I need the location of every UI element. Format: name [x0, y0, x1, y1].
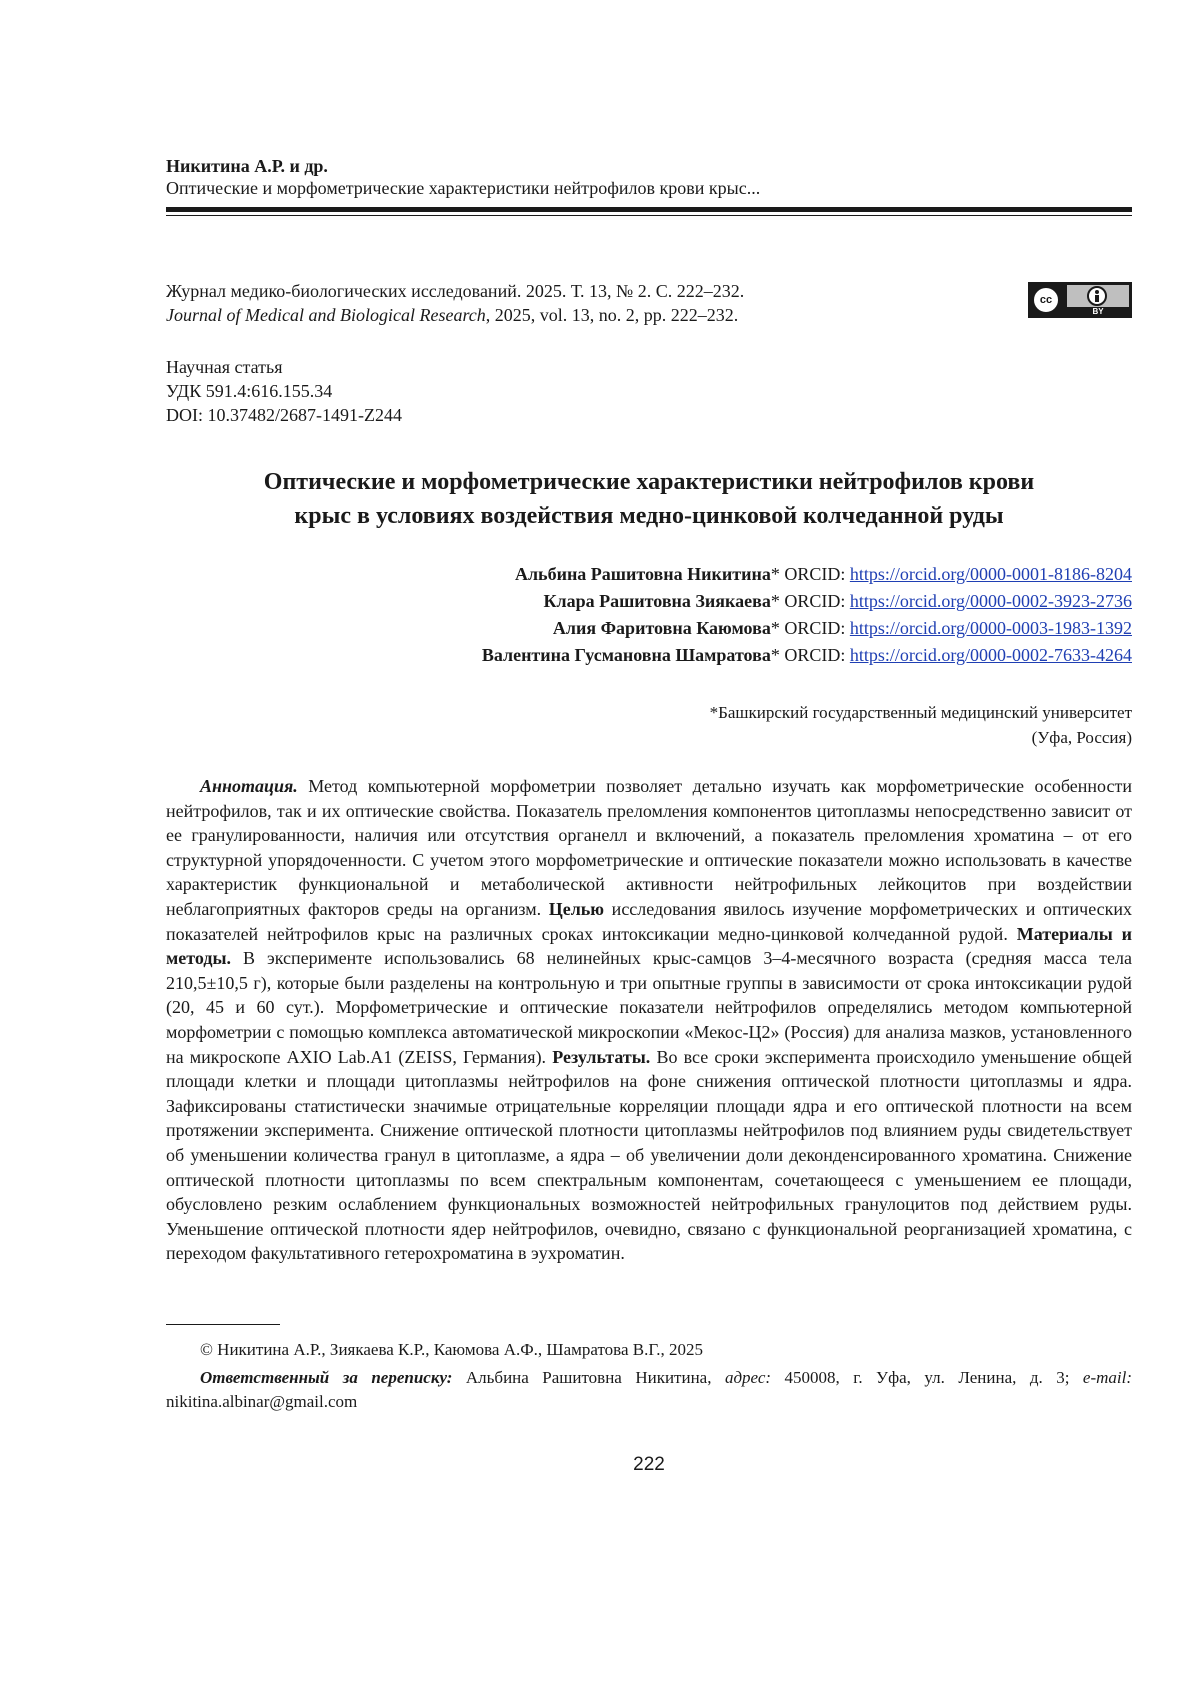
correspondence-name: Альбина Рашитовна Никитина,	[452, 1368, 725, 1387]
correspondence	[166, 1366, 1132, 1414]
running-head-title: Оптические и морфометрические характеристики нейтрофилов крови крыс...	[166, 177, 1132, 199]
orcid-link[interactable]: https://orcid.org/0000-0001-8186-8204	[850, 564, 1132, 584]
goal-label: Целью	[549, 899, 604, 919]
methods-label: Материалы и методы.	[166, 924, 1132, 969]
person-icon	[1087, 286, 1107, 306]
article-meta	[166, 355, 766, 427]
author-name: Альбина Рашитовна Никитина	[515, 564, 771, 584]
orcid-link[interactable]: https://orcid.org/0000-0003-1983-1392	[850, 618, 1132, 638]
running-head-authors: Никитина А.Р. и др.	[166, 155, 1132, 177]
header-rule-thick	[166, 207, 1132, 212]
abstract-goal: исследования явилось изучение морфометрических и оптических показателей нейтрофилов крыс на различных сроках интоксикации медно-цинковой колчеданной рудой.	[166, 899, 1132, 944]
author-row	[166, 561, 1132, 588]
udc-code: УДК 591.4:616.155.34	[166, 379, 766, 403]
doi: DOI: 10.37482/2687-1491-Z244	[166, 403, 766, 427]
orcid-link[interactable]: https://orcid.org/0000-0002-3923-2736	[850, 591, 1132, 611]
cc-icon: cc	[1032, 286, 1060, 314]
orcid-link[interactable]: https://orcid.org/0000-0002-7633-4264	[850, 645, 1132, 665]
citation-en	[166, 303, 926, 327]
orcid-label: * ORCID:	[771, 618, 850, 638]
author-name: Клара Рашитовна Зиякаева	[543, 591, 770, 611]
affiliation-line-1: *Башкирский государственный медицинский университет	[166, 700, 1132, 725]
citation-en-rest: , 2025, vol. 13, no. 2, pp. 222–232.	[486, 305, 739, 325]
results-label: Результаты.	[552, 1047, 650, 1067]
author-list	[166, 561, 1132, 669]
journal-citation	[166, 279, 926, 327]
journal-page	[166, 0, 1132, 1697]
page-number: 222	[166, 1454, 1132, 1476]
affiliation	[166, 700, 1132, 750]
abstract-results: Во все сроки эксперимента происходило уменьшение общей площади клетки и площади цитоплазмы нейтрофилов на фоне снижения оптической плотности цитоплазмы и ядра. Зафиксированы статистически значимые отрицательные корреляции площади ядра и его оптической плотности на всем протяжении эксперимента. Снижение оптической плотности цитоплазмы нейтрофилов под влиянием руды свидетельствует об уменьшении количества гранул в цитоплазме, а ядра – об увеличении доли деконденсированного хроматина. Снижение оптической плотности цитоплазмы по всем спектральным компонентам, сочетающееся с уменьшением ее площади, обусловлено резким ослаблением функциональных возможностей нейтрофильных гранулоцитов под действием руды. Уменьшение оптической плотности ядер нейтрофилов, очевидно, связано с функциональной реорганизацией хроматина, с переходом факультативного гетерохроматина в эухроматин.	[166, 1047, 1132, 1264]
article-title	[166, 465, 1132, 533]
abstract-methods: В эксперименте использовались 68 нелинейных крыс-самцов 3–4-месячного возраста (средняя масса тела 210,5±10,5 г), которые были разделены на контрольную и три опытные группы в зависимости от срока интоксикации рудой (20, 45 и 60 сут.). Морфометрические и оптические показатели нейтрофилов определялись методом компьютерной морфометрии с помощью комплекса автоматической микроскопии «Мекос-Ц2» (Россия) для анализа мазков, установленного на микроскопе AXIO Lab.A1 (ZEISS, Германия).	[166, 948, 1132, 1066]
author-name: Алия Фаритовна Каюмова	[553, 618, 771, 638]
article-title-line-1: Оптические и морфометрические характеристики нейтрофилов крови	[166, 465, 1132, 499]
article-title-line-2: крыс в условиях воздействия медно-цинковой колчеданной руды	[166, 499, 1132, 533]
email-label: e-mail:	[1083, 1368, 1132, 1387]
orcid-label: * ORCID:	[771, 645, 850, 665]
by-label: BY	[1067, 307, 1129, 317]
footnotes	[166, 1338, 1132, 1414]
author-row	[166, 642, 1132, 669]
author-row	[166, 615, 1132, 642]
abstract-label: Аннотация.	[200, 776, 298, 796]
abstract-intro: Метод компьютерной морфометрии позволяет детально изучать как морфометрические особенности нейтрофилов, так и их оптические свойства. Показатель преломления компонентов цитоплазмы непосредственно зависит от ее гранулированности, наличия или отсутствия органелл и включений, а показатель преломления хроматина – от его структурной упорядоченности. С учетом этого морфометрические и оптические показатели можно использовать в качестве характеристик функциональной и метаболической активности нейтрофильных лейкоцитов при воздействии неблагоприятных факторов среды на организм.	[166, 776, 1132, 919]
address: 450008, г. Уфа, ул. Ленина, д. 3;	[771, 1368, 1083, 1387]
correspondence-label: Ответственный за переписку:	[200, 1368, 452, 1387]
affiliation-line-2: (Уфа, Россия)	[166, 725, 1132, 750]
orcid-label: * ORCID:	[771, 564, 850, 584]
citation-ru: Журнал медико-биологических исследований. 2025. Т. 13, № 2. С. 222–232.	[166, 279, 926, 303]
copyright: © Никитина А.Р., Зиякаева К.Р., Каюмова А.Ф., Шамратова В.Г., 2025	[166, 1338, 1132, 1362]
email[interactable]: nikitina.albinar@gmail.com	[166, 1392, 357, 1411]
header-rule-thin	[166, 215, 1132, 216]
article-type: Научная статья	[166, 355, 766, 379]
footnote-rule	[166, 1324, 280, 1325]
citation-en-journal: Journal of Medical and Biological Research	[166, 305, 486, 325]
author-row	[166, 588, 1132, 615]
address-label: адрес:	[725, 1368, 771, 1387]
running-head	[166, 155, 1132, 199]
orcid-label: * ORCID:	[771, 591, 850, 611]
author-name: Валентина Гусмановна Шамратова	[482, 645, 771, 665]
abstract	[166, 774, 1132, 1266]
cc-by-icon[interactable]	[1028, 282, 1132, 318]
